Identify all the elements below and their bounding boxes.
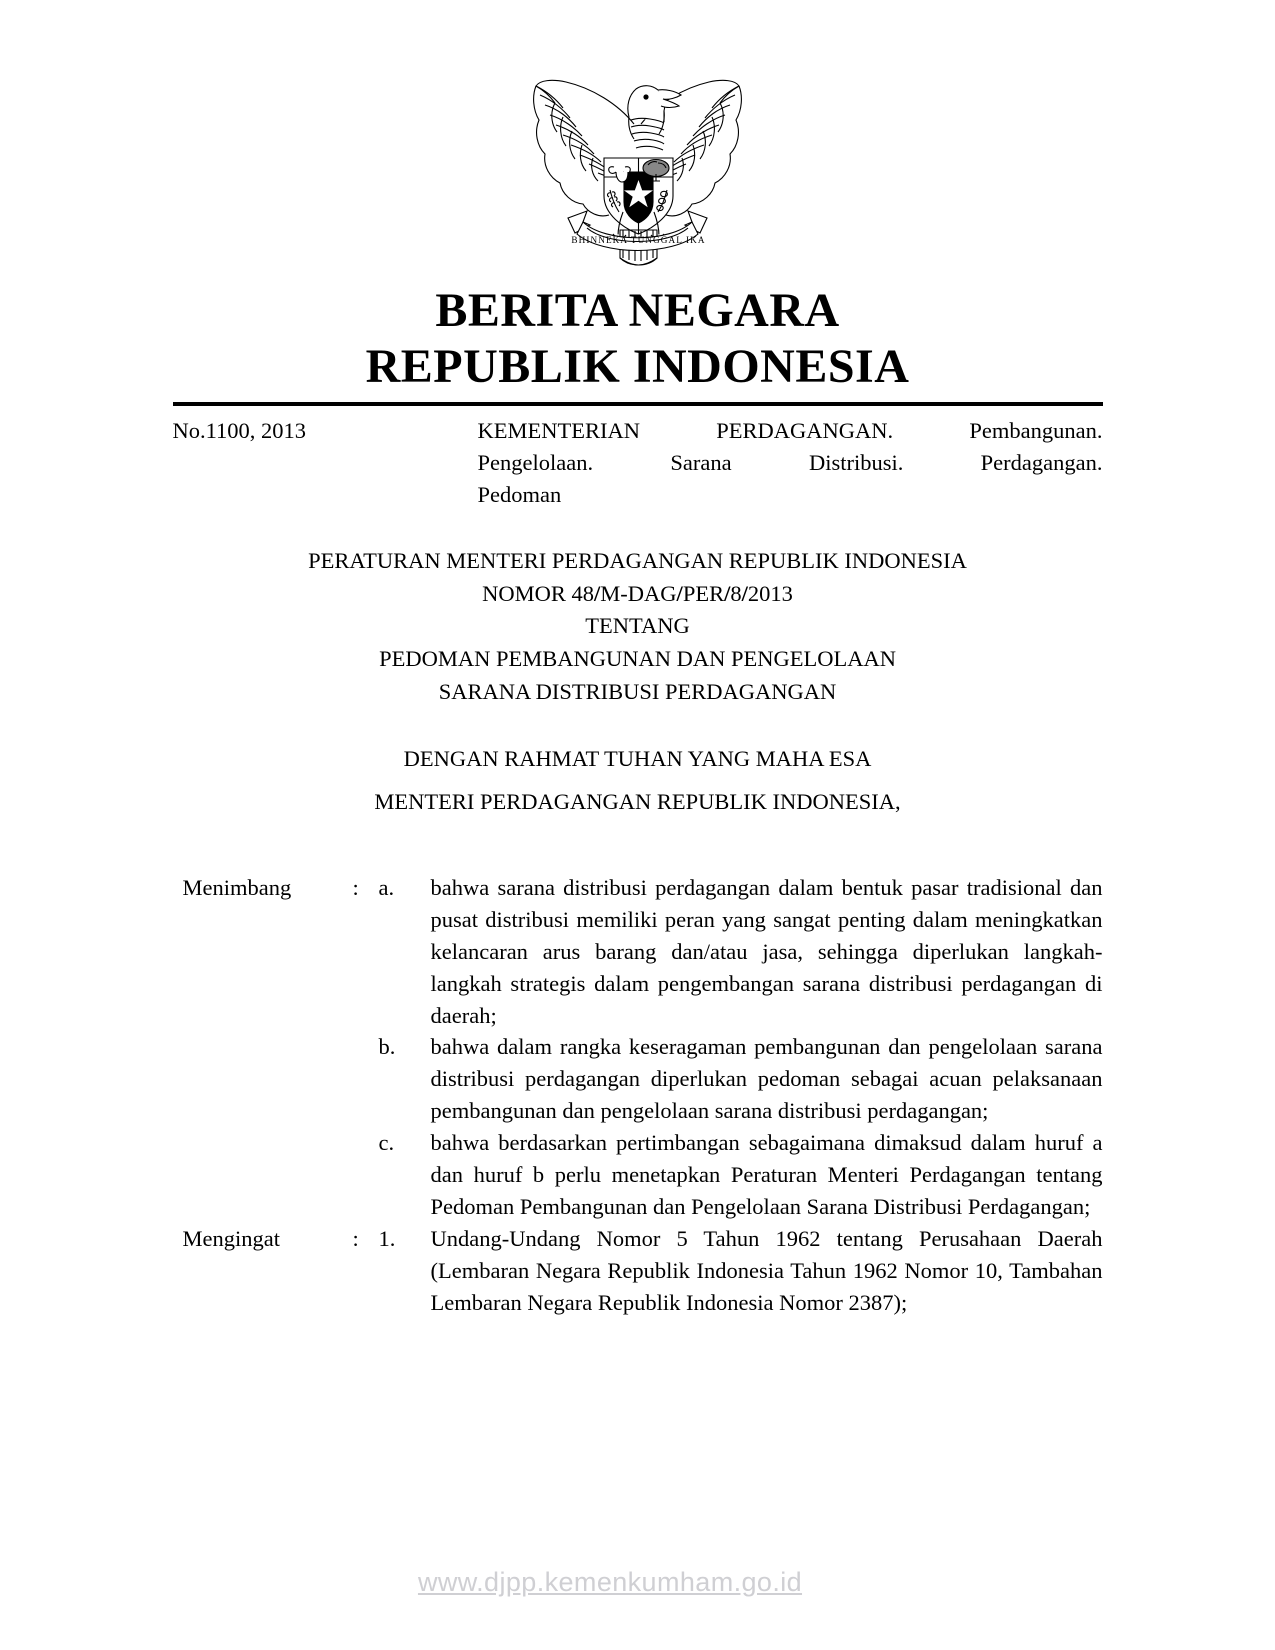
gazette-keywords-line-1: KEMENTERIAN PERDAGANGAN. Pembangunan.: [477, 418, 1103, 444]
regulation-number-part-2: PER: [682, 580, 725, 606]
clause-colon-mengingat: :: [352, 1226, 359, 1252]
regulation-title-line-1: PERATURAN MENTERI PERDAGANGAN REPUBLIK INDONESIA: [308, 548, 967, 574]
masthead-line-1: BERITA NEGARA: [435, 284, 840, 337]
gazette-number: No.1100, 2013: [172, 418, 307, 444]
clause-colon-menimbang: :: [352, 874, 359, 900]
clause-label-mengingat: Mengingat: [182, 1226, 280, 1252]
gazette-keywords: [478, 415, 1103, 511]
regulation-number-prefix: NOMOR 48: [482, 580, 595, 606]
regulation-number-slash-1: /: [594, 580, 601, 606]
regulation-title-tentang: TENTANG: [585, 613, 690, 639]
clause-marker-c: c.: [378, 1130, 395, 1156]
regulation-number-part-1: M-DAG: [600, 580, 677, 606]
regulation-number-slash-4: /: [741, 580, 748, 606]
footer-watermark: [0, 1567, 1275, 1598]
clause-text-1: Undang-Undang Nomor 5 Tahun 1962 tentang Perusahaan Daerah (Lembaran Negara Republik Indonesia Tahun 1962 Nomor 10, Tambahan Lembaran Negara Republik Indonesia Nomor 2387);: [430, 1226, 1103, 1315]
clause-text-b: bahwa dalam rangka keseragaman pembangunan dan pengelolaan sarana distribusi perdagangan diperlukan pedoman sebagai acuan pelaksanaan pembangunan dan pengelolaan sarana distribusi perdagangan;: [430, 1034, 1103, 1124]
clause-marker-1: 1.: [378, 1226, 396, 1252]
gazette-keywords-line-2: Pengelolaan. Sarana Distribusi. Perdagangan.: [477, 450, 1103, 476]
clause-label-menimbang: Menimbang: [182, 874, 292, 900]
emblem-container: [0, 0, 1275, 267]
invocation-line-1: DENGAN RAHMAT TUHAN YANG MAHA ESA: [403, 746, 872, 772]
regulation-title-line-5: SARANA DISTRIBUSI PERDAGANGAN: [438, 678, 837, 704]
gazette-meta-row: [173, 415, 1103, 511]
emblem-motto-text: BHINNEKA TUNGGAL IKA: [571, 235, 706, 245]
clause-text-a: bahwa sarana distribusi perdagangan dalam bentuk pasar tradisional dan pusat distribusi memiliki peran yang sangat penting dalam meningkatkan kelancaran arus barang dan/atau jasa, sehingga diperlukan langkah-langkah strategis dalam pengembangan sarana distribusi perdagangan di daerah;: [430, 874, 1103, 1028]
garuda-pancasila-emblem: [530, 62, 745, 267]
clause-row-menimbang-c: [173, 1127, 1103, 1223]
regulation-title-line-4: PEDOMAN PEMBANGUNAN DAN PENGELOLAAN: [379, 646, 896, 672]
footer-url-link[interactable]: www.djpp.kemenkumham.go.id: [417, 1567, 803, 1597]
invocation-block: [173, 738, 1103, 824]
regulation-number-line: [173, 578, 1103, 611]
clause-marker-b: b.: [378, 1034, 396, 1060]
regulation-number-slash-3: /: [724, 580, 731, 606]
gazette-keywords-line-3: Pedoman: [477, 482, 562, 508]
clause-row-mengingat-1: [173, 1223, 1103, 1319]
regulation-number-slash-2: /: [676, 580, 683, 606]
regulation-number-part-3: 8: [730, 580, 742, 606]
clauses-section: [173, 872, 1103, 1319]
regulation-title-block: [173, 545, 1103, 708]
clause-row-menimbang-a: [173, 872, 1103, 1032]
clause-marker-a: a.: [378, 874, 395, 900]
masthead-line-2: REPUBLIK INDONESIA: [365, 339, 910, 393]
clause-row-menimbang-b: [173, 1031, 1103, 1127]
invocation-line-2: MENTERI PERDAGANGAN REPUBLIK INDONESIA,: [374, 789, 901, 815]
clause-text-c: bahwa berdasarkan pertimbangan sebagaimana dimaksud dalam huruf a dan huruf b perlu menetapkan Peraturan Menteri Perdagangan tentang Pedoman Pembangunan dan Pengelolaan Sarana Distribusi Perdagangan;: [430, 1130, 1103, 1220]
masthead-divider-rule: [173, 402, 1103, 406]
regulation-number-part-4: 2013: [747, 580, 793, 606]
masthead: [0, 283, 1275, 394]
